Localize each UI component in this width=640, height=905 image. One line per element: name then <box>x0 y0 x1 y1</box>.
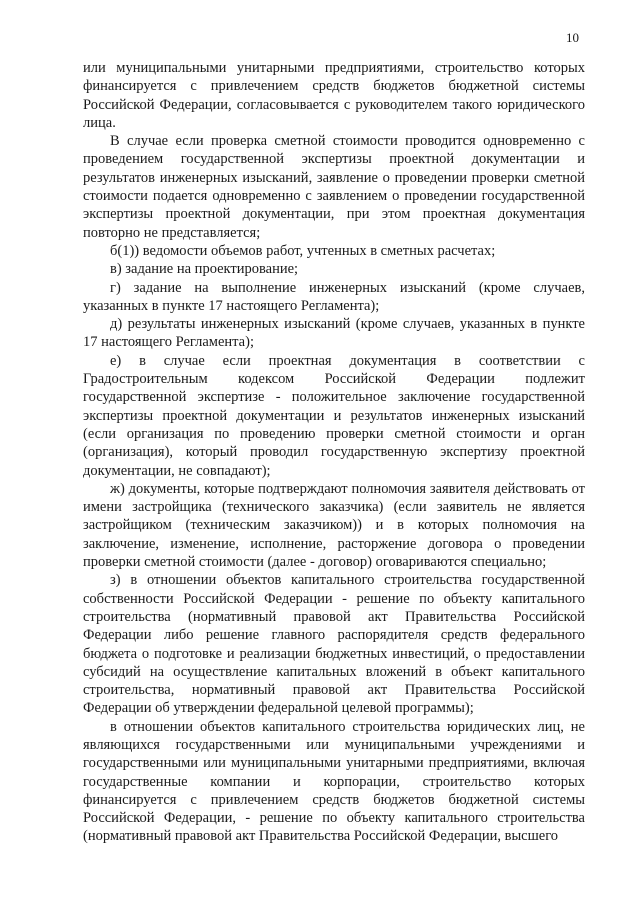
list-item: ж) документы, которые подтверждают полномочия заявителя действовать от имени застройщика (технического заказчика) (если заявитель не является застройщиком (техническим заказчиком)) и в которых полномочия на заключение, изменение, исполнение, расторжение договора о проведении проверки сметной стоимости (далее - договор) оговариваются специально; <box>83 480 585 571</box>
paragraph: в отношении объектов капитального строительства юридических лиц, не являющихся государственными или муниципальными учреждениями и государственными или муниципальными унитарными предприятиями, включая государственные компании и корпорации, строительство которых финансируется с привлечением средств бюджетов бюджетной системы Российской Федерации, - решение по объекту капитального строительства (нормативный правовой акт Правительства Российской Федерации, высшего <box>83 718 585 845</box>
list-item: б(1)) ведомости объемов работ, учтенных в сметных расчетах; <box>110 242 496 259</box>
page-number: 10 <box>566 30 579 45</box>
paragraph: или муниципальными унитарными предприятиями, строительство которых финансируется с привлечением средств бюджетов бюджетной системы Российской Федерации, согласовывается с руководителем такого юридического лица. <box>83 60 585 131</box>
list-item: г) задание на выполнение инженерных изысканий (кроме случаев, указанных в пункте 17 настоящего Регламента); <box>83 279 585 314</box>
paragraph: В случае если проверка сметной стоимости проводится одновременно с проведением государственной экспертизы проектной документации и результатов инженерных изысканий, заявление о проведении проверки сметной стоимости подается одновременно с заявлением о проведении государственной экспертизы проектной документации, при этом проектная документация повторно не представляется; <box>83 133 585 241</box>
list-item: з) в отношении объектов капитального строительства государственной собственности Российской Федерации - решение по объекту капитального строительства (нормативный правовой акт Правительства Российской Федерации либо решение главного распорядителя средств федерального бюджета о подготовке и реализации бюджетных инвестиций, о предоставлении субсидий на осуществление капитальных вложений в объект капитального строительства, нормативный правовой акт Правительства Российской Федерации об утверждении федеральной целевой программы); <box>83 572 585 717</box>
body-text <box>83 59 585 846</box>
list-item: д) результаты инженерных изысканий (кроме случаев, указанных в пункте 17 настоящего Регламента); <box>83 316 585 351</box>
list-item: е) в случае если проектная документация в соответствии с Градостроительным кодексом Российской Федерации подлежит государственной экспертизе - положительное заключение государственной экспертизы проектной документации и результатов инженерных изысканий (если организация по проведению проверки сметной стоимости и орган (организация), который проводил государственную экспертизу проектной документации, не совпадают); <box>83 352 585 479</box>
list-item: в) задание на проектирование; <box>110 261 299 278</box>
